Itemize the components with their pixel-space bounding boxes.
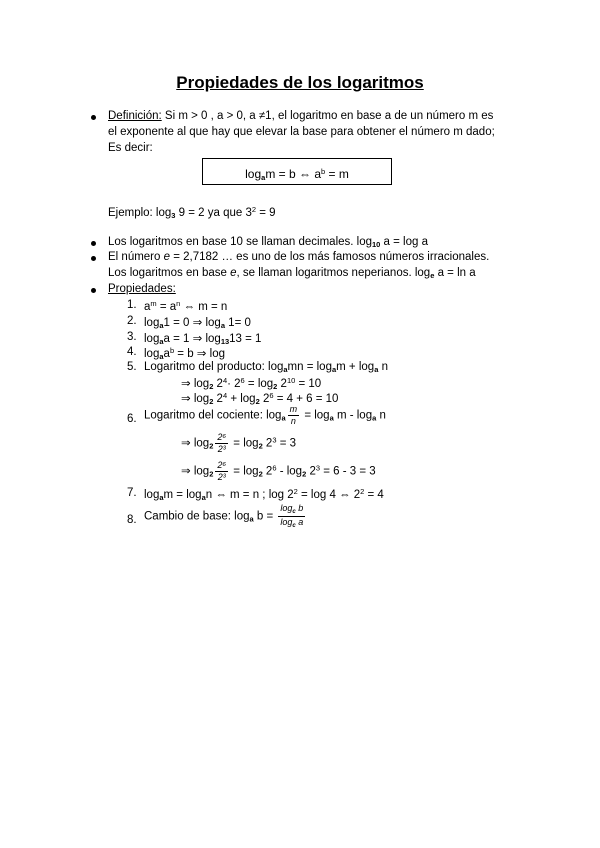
neperian-logs-text: Los logaritmos en base e, se llaman logaritmos neperianos. $\log_e a = \ln a$: [108, 267, 476, 280]
definition-text-1: Si m > 0 , a > 0, a ≠1, el logaritmo en base a de un número m es: [164, 110, 494, 122]
definition-line-2: el exponente al que hay que elevar la base para obtener el número m dado;: [108, 126, 495, 138]
decimal-logs-text: Los logaritmos en base 10 se llaman decimales. $\log_{10} a = \log a$: [108, 236, 428, 249]
prop-number: 8.: [127, 514, 137, 526]
definition-example: Ejemplo: $\log_3 9 = 2$ ya que $3^2 = 9$: [108, 205, 276, 220]
prop-number: 6.: [127, 413, 137, 425]
property-1: $a^m = a^n$ ⇔ m = n: [144, 299, 228, 313]
bullet-dot: [91, 115, 96, 120]
property-6-example-2: ⇒ $\log_2$ $\frac{\text{2⁶}}{\text{2³}}$ = $\log_2 2^6 - \log_2 2^3 = 6 - 3 = 3$: [181, 460, 376, 482]
prop-number: 2.: [127, 315, 137, 327]
property-5-example-2: ⇒ $\log_2 2^4 + \log_2 2^6 = 4 + 6 = 10$: [181, 391, 339, 406]
page-title: Propiedades de los logaritmos: [176, 73, 424, 92]
property-6: Logaritmo del cociente: $\log_a$ $\frac{m}{n}$ = $\log_a m - \log_a n$: [144, 404, 386, 426]
fraction: $\frac{\text{2⁶}}{\text{2³}}$: [217, 460, 227, 482]
fraction: $\frac{\log_c b}{\log_c a}$: [280, 503, 304, 529]
definition-line-1: [108, 110, 493, 122]
bullet-dot: [91, 288, 96, 293]
number-e-text: El número e = 2,7182 … es uno de los más famosos números irracionales.: [108, 251, 490, 263]
properties-label: Propiedades:: [108, 283, 176, 295]
prop-number: 4.: [127, 346, 137, 358]
property-4: $\log_aa^b = b$ ⇒ log: [144, 346, 225, 361]
definition-label: Definición:: [108, 110, 162, 122]
definition-formula-box: $\log_am = b$ ⇔ $a^b = m$: [202, 158, 392, 185]
fraction: $\frac{m}{n}$: [289, 404, 298, 426]
bullet-dot: [91, 241, 96, 246]
property-3: $\log_aa = 1$ ⇒ $\log_{13}13 = 1$: [144, 333, 262, 346]
property-6-example-1: ⇒ $\log_2$ $\frac{\text{2⁶}}{\text{2³}}$ = $\log_2 2^3 = 3$: [181, 432, 297, 454]
prop-number: 1.: [127, 299, 137, 311]
property-5-example-1: ⇒ $\log_2 2^4\cdot 2^6 = \log_2 2^{10} = 10$: [181, 376, 322, 391]
prop-number: 7.: [127, 487, 137, 499]
prop-number: 3.: [127, 331, 137, 343]
fraction: $\frac{\text{2⁶}}{\text{2³}}$: [217, 432, 227, 454]
property-8: Cambio de base: $\log_a b$ = $\frac{\log_c b}{\log_c a}$: [144, 503, 304, 529]
property-2: $\log_a1 = 0$ ⇒ $\log_a 1= 0$: [144, 317, 251, 330]
prop-number: 5.: [127, 361, 137, 373]
definition-line-3: Es decir:: [108, 142, 153, 154]
bullet-dot: [91, 256, 96, 261]
property-7: $\log_am = \log_an$ ⇔ m = n ; $\log 2^2 = \log 4$ ⇔ $2^2 = 4$: [144, 487, 384, 502]
property-5: Logaritmo del producto: $\log_amn = \log_am + \log_a n$: [144, 361, 388, 374]
